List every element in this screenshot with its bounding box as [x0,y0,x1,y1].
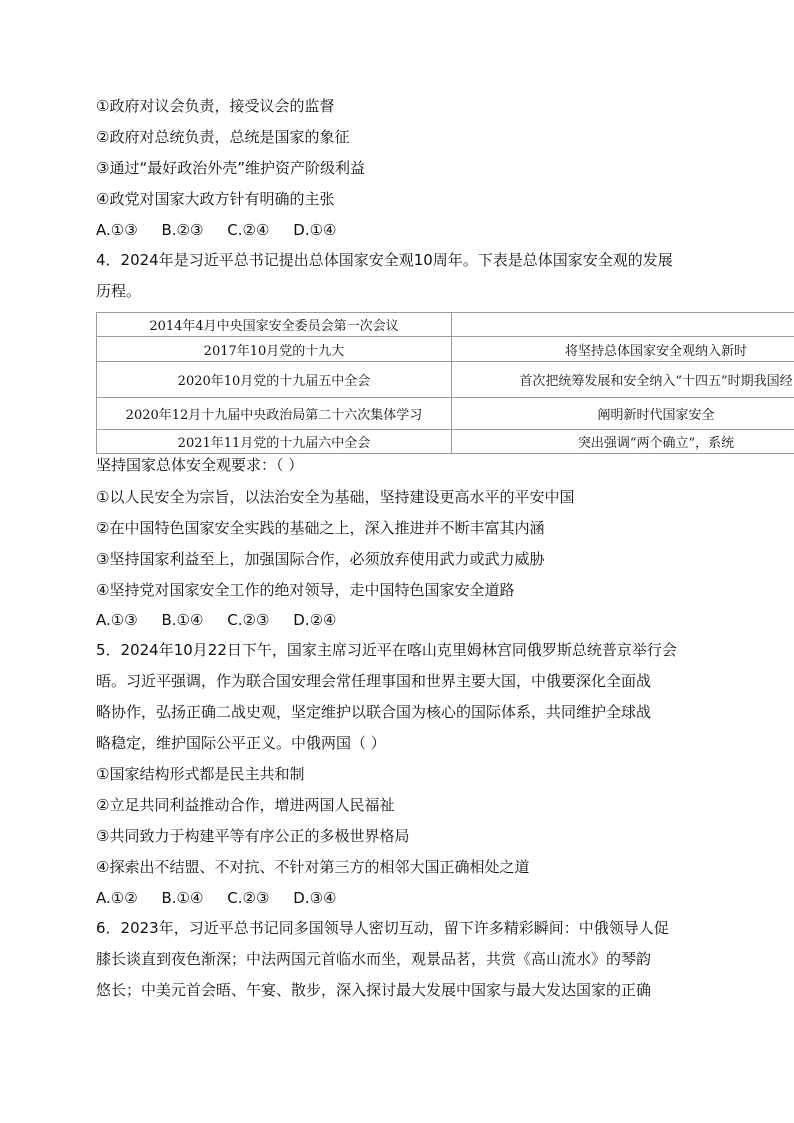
table-cell-event: 2014年4月中央国家安全委员会第一次会议 [97,313,452,337]
table-cell-content: 首次把统筹发展和安全纳入“十四五”时期我国经 [452,362,794,398]
q4-option-4: ④坚持党对国家安全工作的绝对领导，走中国特色国家安全道路 [96,581,515,599]
table-cell-event: 2020年12月十九届中央政治局第二十六次集体学习 [97,398,452,430]
table-cell-content: 将坚持总体国家安全观纳入新时 [452,337,794,362]
table-cell-event: 2021年11月党的十九届六中全会 [97,430,452,454]
table-cell-content [452,313,794,337]
q4-option-2: ②在中国特色国家安全实践的基础之上，深入推进并不断丰富其内涵 [96,519,545,537]
table-cell-event: 2017年10月党的十九大 [97,337,452,362]
table-row [97,430,794,454]
q5-stem-line-1: 5．2024年10月22日下午，国家主席习近平在喀山克里姆林宫同俄罗斯总统普京举行会 [96,641,677,659]
q6-stem-line-3: 悠长；中美元首会晤、午宴、散步，深入探讨最大发展中国家与最大发达国家的正确 [96,981,652,999]
q5-option-4: ④探索出不结盟、不对抗、不针对第三方的相邻大国正确相处之道 [96,858,530,876]
q6-stem-line-2: 膝长谈直到夜色渐深；中法两国元首临水而坐，观景品茗，共赏《高山流水》的琴韵 [96,950,652,968]
q5-stem-line-2: 晤。习近平强调，作为联合国安理会常任理事国和世界主要大国，中俄要深化全面战 [96,672,652,690]
table-cell-event: 2020年10月党的十九届五中全会 [97,362,452,398]
q3-option-3: ③通过“最好政治外壳”维护资产阶级利益 [96,159,365,177]
q3-option-4: ④政党对国家大政方针有明确的主张 [96,190,335,208]
q6-stem-line-1: 6．2023年，习近平总书记同多国领导人密切互动，留下许多精彩瞬间：中俄领导人促 [96,919,669,937]
q3-option-1: ①政府对议会负责，接受议会的监督 [96,97,335,115]
q5-answer-choices: A.①② B.①④ C.②③ D.③④ [96,889,337,907]
q4-option-1: ①以人民安全为宗旨，以法治安全为基础，坚持建设更高水平的平安中国 [96,488,575,506]
q3-option-2: ②政府对总统负责，总统是国家的象征 [96,128,350,146]
history-table-wrapper [96,312,794,454]
q5-stem-line-3: 略协作，弘扬正确二战史观，坚定维护以联合国为核心的国际体系，共同维护全球战 [96,703,652,721]
table-row [97,313,794,337]
history-table [96,312,794,454]
q4-stem-line-2: 历程。 [96,282,142,300]
table-cell-content: 突出强调“两个确立”，系统 [452,430,794,454]
q4-option-3: ③坚持国家利益至上，加强国际合作，必须放弃使用武力或武力威胁 [96,550,545,568]
q3-answer-choices: A.①③ B.②③ C.②④ D.①④ [96,221,337,239]
q5-option-3: ③共同致力于构建平等有序公正的多极世界格局 [96,827,410,845]
table-row [97,398,794,430]
table-row [97,337,794,362]
table-cell-content: 阐明新时代国家安全 [452,398,794,430]
q5-stem-line-4: 略稳定，维护国际公平正义。中俄两国（ ） [96,734,386,752]
q4-stem-line-1: 4．2024年是习近平总书记提出总体国家安全观10周年。下表是总体国家安全观的发展 [96,251,673,269]
q5-option-2: ②立足共同利益推动合作，增进两国人民福祉 [96,796,395,814]
table-row [97,362,794,398]
q4-answer-choices: A.①③ B.①④ C.②③ D.②④ [96,611,337,629]
q5-option-1: ①国家结构形式都是民主共和制 [96,765,305,783]
q4-question: 坚持国家总体安全观要求：（ ） [96,456,304,474]
